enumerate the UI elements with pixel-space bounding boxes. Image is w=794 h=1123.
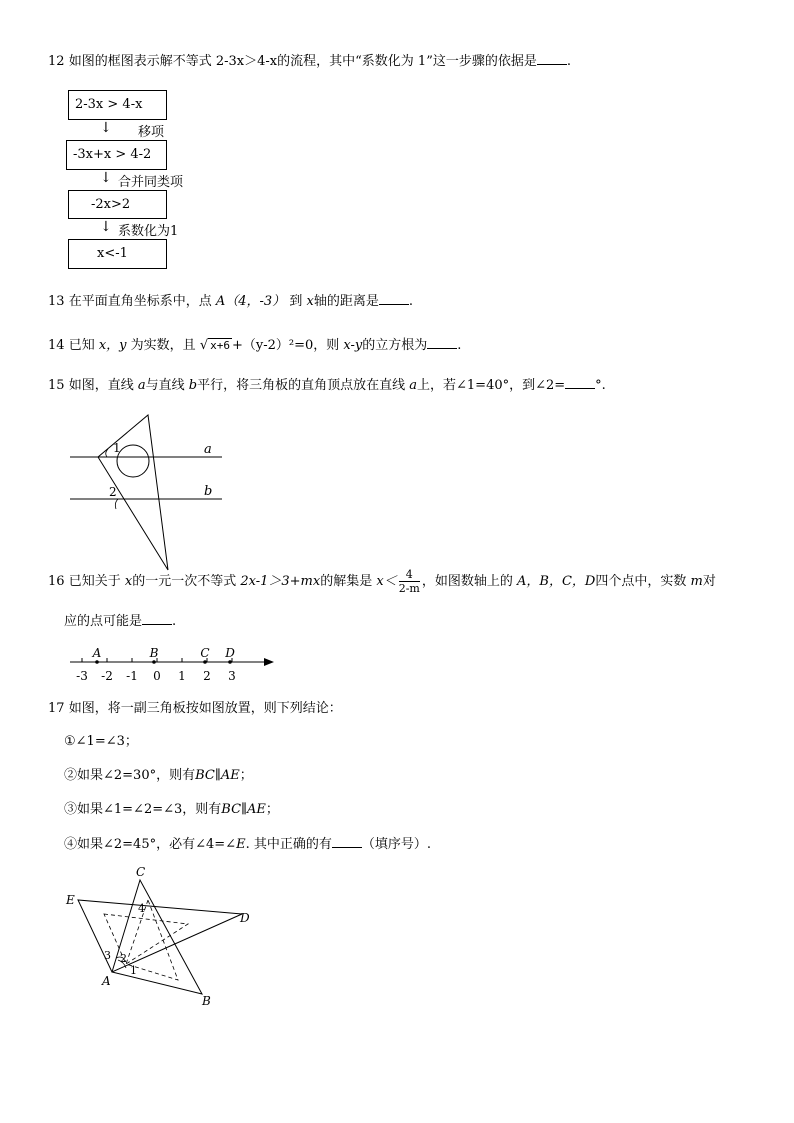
question-12 (48, 52, 571, 71)
conclusion-text: ①∠1=∠3； (64, 734, 138, 749)
angle-2-label: 2 (109, 485, 117, 499)
flow-box-text: x<-1 (97, 246, 128, 261)
arrow-right-icon (264, 658, 274, 666)
q16-pts: A，B，C，D (517, 574, 596, 589)
flow-step-label: 合并同类项 (118, 175, 184, 190)
down-arrow-icon: ↓ (100, 219, 112, 235)
tick-label: -1 (126, 669, 138, 683)
q14-vars: x，y (98, 338, 127, 353)
q15-line-b: b (188, 378, 198, 393)
flow-box-4 (68, 239, 167, 269)
q12-text: . (566, 54, 571, 69)
tick-label: 3 (228, 669, 236, 683)
point-a-label: A (102, 974, 111, 988)
axis-point-dot (203, 660, 207, 664)
q13-point: A（4，-3） (215, 294, 286, 309)
q12-expr: 2-3x＞4-x (215, 54, 278, 69)
flow-box-2 (66, 140, 167, 170)
conclusion-text: ； (265, 802, 279, 817)
q16-text: 应的点可能是 (64, 614, 143, 629)
point-c-label: C (136, 865, 146, 879)
q16-text: 的一元一次不等式 (132, 574, 237, 589)
down-arrow-icon: ↓ (100, 120, 112, 136)
fraction (399, 568, 420, 595)
answer-blank[interactable] (537, 52, 567, 65)
tick-label: 2 (203, 669, 211, 683)
conclusion-4 (64, 835, 431, 854)
q12-text: 的流程，其中“系数化为 (277, 54, 414, 69)
answer-blank[interactable] (142, 612, 172, 625)
flow-box-text: -3x+x > 4-2 (73, 147, 152, 162)
tick-label: -2 (101, 669, 113, 683)
angle-3-label: 3 (104, 949, 111, 962)
circle (117, 445, 149, 477)
radicand: x+6 (210, 339, 230, 352)
question-number: 17 (48, 701, 65, 716)
conclusion-2 (64, 767, 253, 785)
flow-step-label: 移项 (138, 125, 165, 140)
q15-line-a: a (409, 378, 418, 393)
q13-text: 轴的距离是 (313, 294, 379, 309)
flow-step-label: 系数化为1 (118, 224, 179, 239)
q15-text: °. (595, 378, 606, 393)
q15-text: 与直线 (145, 378, 185, 393)
q14-text: +（y-2）²=0，则 (232, 338, 340, 353)
q15-text: 平行，将三角板的直角顶点放在直线 (197, 378, 406, 393)
axis-point-label: B (149, 646, 159, 660)
question-15 (48, 376, 606, 395)
answer-blank[interactable] (332, 835, 362, 848)
conclusion-text: . 其中正确的有 (245, 837, 332, 852)
angle-1-label: 1 (113, 441, 121, 455)
angle-2-arc (115, 499, 118, 509)
angle-1-label: 1 (130, 964, 137, 977)
q13-text: 在平面直角坐标系中，点 (68, 294, 212, 309)
question-16 (48, 568, 716, 595)
question-number: 15 (48, 378, 65, 393)
answer-blank[interactable] (565, 376, 595, 389)
frac-denominator: 2-m (398, 582, 420, 595)
conclusion-text: ③如果∠1=∠2=∠3，则有 (64, 802, 222, 817)
conclusion-text: ②如果∠2=30°，则有 (64, 768, 196, 783)
q13-text: 到 (289, 294, 303, 309)
q16-m: m (690, 574, 703, 589)
conclusion-text: ； (239, 768, 253, 783)
q15-line-a: a (137, 378, 146, 393)
number-line (60, 645, 285, 685)
axis-point-label: D (225, 646, 235, 660)
question-13 (48, 292, 413, 311)
flow-box-text: -2x>2 (91, 197, 131, 212)
conclusion-math: E (236, 837, 246, 852)
question-number: 16 (48, 574, 65, 589)
axis-point-dot (152, 660, 156, 664)
axis-point-dot (228, 660, 232, 664)
q13-axis: x (306, 294, 314, 309)
point-e-label: E (66, 893, 75, 907)
q13-text: . (408, 294, 413, 309)
q16-text: 的解集是 (320, 574, 373, 589)
question-number: 13 (48, 294, 65, 309)
conclusion-3 (64, 801, 279, 819)
flow-box-text: 2-3x > 4-x (75, 97, 143, 112)
tick-label: 1 (178, 669, 186, 683)
point-b-label: B (202, 994, 211, 1008)
tick-label: 0 (153, 669, 161, 683)
q15-text: 如图，直线 (68, 378, 134, 393)
question-14 (48, 336, 461, 355)
line-a-label: a (204, 442, 212, 457)
q14-text: 为实数，且 (130, 338, 196, 353)
conclusion-text: ④如果∠2=45°，必有∠4=∠ (64, 837, 237, 852)
point-d-label: D (240, 911, 250, 925)
question-17 (48, 700, 342, 718)
triangle-set-figure (60, 862, 265, 1012)
conclusion-1 (64, 733, 138, 751)
q14-text: 的立方根为 (362, 338, 428, 353)
line-b-label: b (204, 484, 213, 499)
answer-blank[interactable] (379, 292, 409, 305)
axis-point-label: C (200, 646, 210, 660)
question-16-line2 (64, 612, 176, 631)
triangle-aed (78, 900, 242, 972)
answer-blank[interactable] (427, 336, 457, 349)
question-number: 14 (48, 338, 65, 353)
q16-text: 对 (702, 574, 716, 589)
sqrt-icon: √ (199, 338, 209, 353)
q14-text: . (457, 338, 462, 353)
flow-box-1 (68, 90, 167, 120)
q16-frac-lhs: x＜ (376, 574, 397, 589)
q12-text: 1 (417, 54, 427, 69)
frac-numerator: 4 (399, 568, 420, 582)
q16-ineq: 2x-1＞3+mx (240, 574, 321, 589)
angle-2-label: 2 (120, 952, 127, 965)
q16-x: x (124, 574, 133, 589)
triangle-acb (112, 880, 202, 994)
angle-4-label: 4 (138, 902, 145, 915)
q16-text: ，如图数轴上的 (421, 574, 513, 589)
conclusion-math: BC∥AE (195, 768, 240, 783)
q15-text: 上，若∠1=40°，到∠2= (417, 378, 566, 393)
question-number: 12 (48, 54, 65, 69)
flow-box-3 (68, 190, 167, 219)
q12-text: ”这一步骤的依据是 (426, 54, 537, 69)
q16-text: . (172, 614, 177, 629)
tick-label: -3 (76, 669, 88, 683)
conclusion-math: BC∥AE (221, 802, 266, 817)
q14-xy: x-y (343, 338, 363, 353)
parallel-lines-figure (60, 405, 240, 580)
q17-text: 如图，将一副三角板按如图放置，则下列结论： (68, 701, 342, 716)
q16-text: 四个点中，实数 (595, 574, 687, 589)
axis-point-label: A (92, 646, 102, 660)
q14-text: 已知 (68, 338, 95, 353)
down-arrow-icon: ↓ (100, 170, 112, 186)
q12-text: 如图的框图表示解不等式 (68, 54, 212, 69)
axis-point-dot (95, 660, 99, 664)
q16-text: 已知关于 (68, 574, 121, 589)
conclusion-text: （填序号）. (361, 837, 431, 852)
